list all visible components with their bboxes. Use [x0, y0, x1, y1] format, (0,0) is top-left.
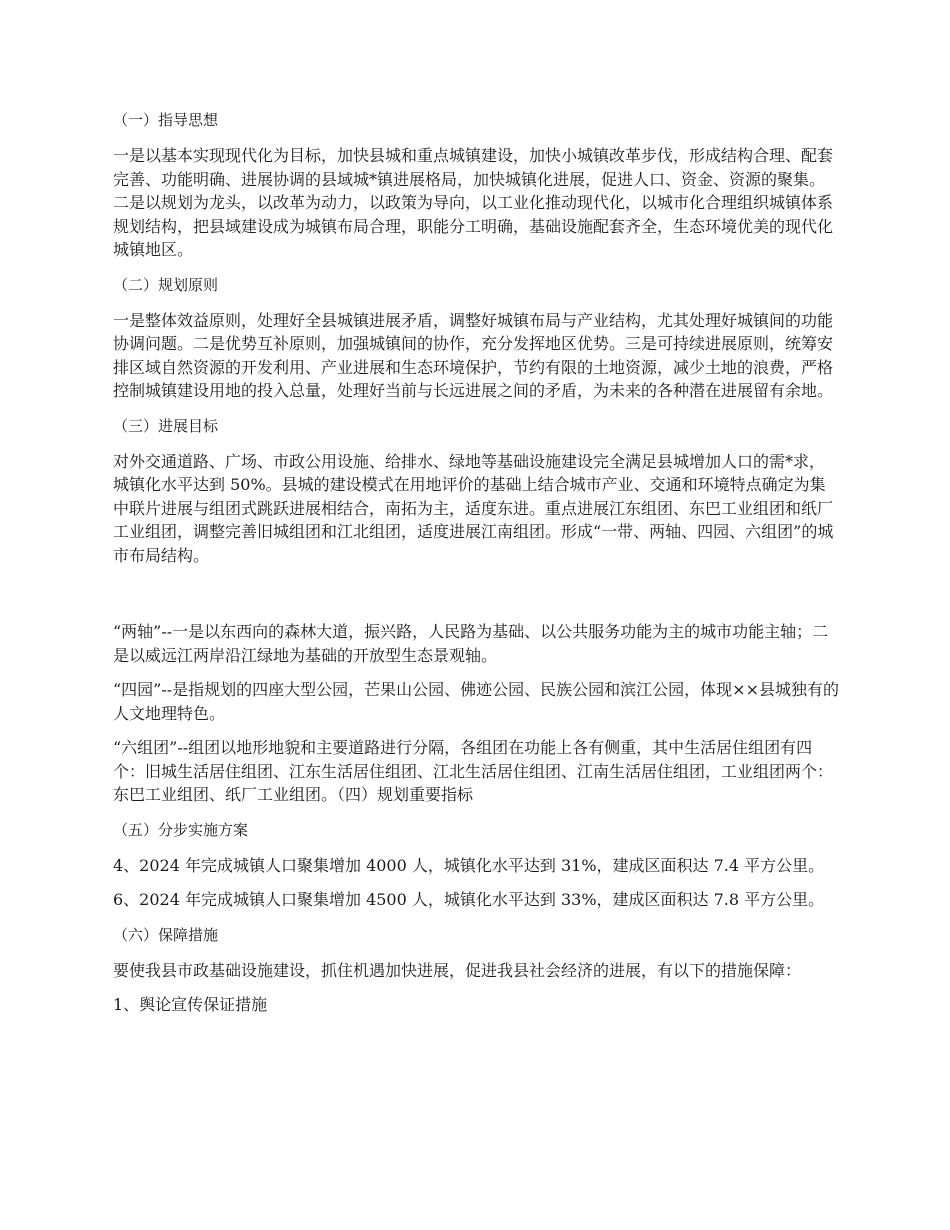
section-heading-guiding-ideology: （一）指导思想: [113, 111, 219, 129]
paragraph-six-groups: “六组团”--组团以地形地貌和主要道路进行分隔，各组团在功能上各有侧重，其中生活居住组团有四个：旧城生活居住组团、江东生活居住组团、江北生活居住组团、江南生活居住组团，工业组团两个：东巴工业组团、纸厂工业组团。（四）规划重要指标: [113, 738, 834, 804]
paragraph-four-parks: “四园”--是指规划的四座大型公园，芒果山公园、佛迹公园、民族公园和滨江公园，体现××县城独有的人文地理特色。: [113, 680, 839, 723]
paragraph-planning-principles: 一是整体效益原则，处理好全县城镇进展矛盾，调整好城镇布局与产业结构，尤其处理好城镇间的功能协调问题。二是优势互补原则，加强城镇间的协作，充分发挥地区优势。三是可持续进展原则，统筹安排区域自然资源的开发利用、产业进展和生态环境保护，节约有限的土地资源，减少土地的浪费，严格控制城镇建设用地的投入总量，处理好当前与长远进展之间的矛盾，为未来的各种潜在进展留有余地。: [113, 310, 834, 400]
section-heading-development-goals: （三）进展目标: [113, 416, 219, 435]
paragraph-safeguard-intro: 要使我县市政基础设施建设，抓住机遇加快进展，促进我县社会经济的进展，有以下的措施保障：: [113, 960, 802, 980]
section-heading-planning-principles: （二）规划原则: [113, 275, 219, 294]
document-page: [113, 108, 840, 1028]
paragraph-development-goals: 对外交通道路、广场、市政公用设施、给排水、绿地等基础设施建设完全满足县城增加人口的需*求，城镇化水平达到 50%。县城的建设模式在用地评价的基础上结合城市产业、交通和环境特点确定为集中联片进展与组团式跳跃进展相结合，南拓为主，适度东进。重点进展江东组团、东巴工业组团和纸厂工业组团，调整完善旧城组团和江北组团，适度进展江南组团。形成“一带、两轴、四园、六组团”的城市布局结构。: [113, 451, 834, 565]
list-item-publicity-measures: 1、舆论宣传保证措施: [113, 995, 268, 1014]
blank-gap: [113, 578, 840, 620]
paragraph-guiding-ideology: 一是以基本实现现代化为目标，加快县城和重点城镇建设，加快小城镇改革步伐，形成结构合理、配套完善、功能明确、进展协调的县域城*镇进展格局，加快城镇化进展，促进人口、资金、资源的聚集。二是以规划为龙头，以改革为动力，以政策为导向，以工业化推动现代化，以城市化合理组织城镇体系规划结构，把县域建设成为城镇布局合理，职能分工明确，基础设施配套齐全，生态环境优美的现代化城镇地区。: [113, 146, 834, 259]
section-heading-implementation-plan: （五）分步实施方案: [113, 820, 249, 839]
list-item-step-4: 4、2024 年完成城镇人口聚集增加 4000 人，城镇化水平达到 31%，建成区面积达 7.4 平方公里。: [113, 855, 825, 875]
paragraph-two-axes: “两轴”--一是以东西向的森林大道，振兴路，人民路为基础、以公共服务功能为主的城市功能主轴；二是以威远江两岸沿江绿地为基础的开放型生态景观轴。: [113, 622, 829, 665]
section-heading-safeguard-measures: （六）保障措施: [113, 925, 219, 944]
list-item-step-6: 6、2024 年完成城镇人口聚集增加 4500 人，城镇化水平达到 33%，建成区面积达 7.8 平方公里。: [113, 890, 825, 909]
